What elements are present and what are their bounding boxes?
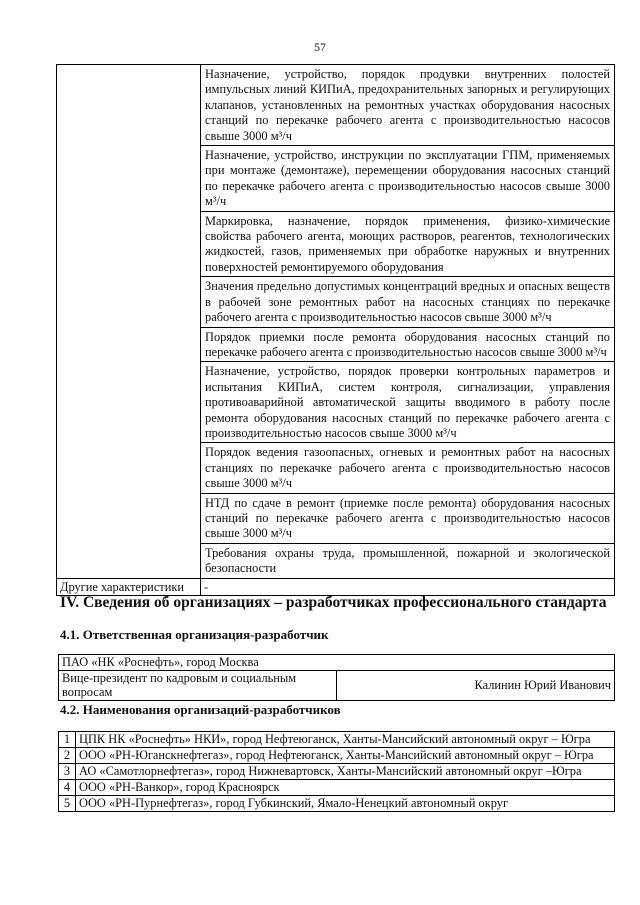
org-name: АО «Самотлорнефтегаз», город Нижневартовск, Ханты-Мансийский автономный округ –Югра: [76, 764, 615, 780]
org-number: 4: [59, 780, 76, 796]
page-number: 57: [314, 40, 326, 54]
table-row: [59, 732, 615, 748]
requirement-item: Порядок ведения газоопасных, огневых и ремонтных работ на насосных станциях по перекачке рабочего агента с производительностью насосов свыше 3000 м³/ч: [201, 443, 615, 493]
responsible-org-heading: 4.1. Ответственная организация-разработчик: [60, 627, 329, 642]
requirement-item: НТД по сдаче в ремонт (приемке после ремонта) оборудования насосных станций по перекачке рабочего агента с производительностью насосов свыше 3000 м³/ч: [201, 493, 615, 543]
requirement-item: Назначение, устройство, порядок проверки контрольных параметров и испытания КИПиА, систем контроля, сигнализации, управления противоаварийной автоматической защиты вводимого в работу после ремонта оборудования насосных станций по перекачке рабочего агента с производительностью насосов свыше 3000 м³/ч: [201, 362, 615, 443]
table-label-cell: [57, 65, 201, 579]
other-characteristics-label: Другие характеристики: [57, 578, 201, 595]
requirement-item: Значения предельно допустимых концентраций вредных и опасных веществ в рабочей зоне ремонтных работ на насосных станциях по перекачке рабочего агента с производительностью насосов свыше 3000 м³/ч: [201, 277, 615, 327]
table-row: [59, 764, 615, 780]
table-row: [57, 65, 615, 146]
table-row: [59, 748, 615, 764]
section-title: IV. Сведения об организациях – разработчиках профессионального стандарта: [60, 594, 607, 611]
org-number: 2: [59, 748, 76, 764]
org-number: 3: [59, 764, 76, 780]
table-row: [59, 655, 615, 671]
developer-orgs-table: [58, 731, 615, 812]
org-name: ЦПК НК «Роснефть» НКИ», город Нефтеюганск, Ханты-Мансийский автономный округ – Югра: [76, 732, 615, 748]
requirements-table: [56, 64, 615, 596]
org-name: ООО «РН-Ванкор», город Красноярск: [76, 780, 615, 796]
table-row: [57, 578, 615, 595]
table-row: [59, 796, 615, 812]
responsible-org-table: [58, 654, 615, 701]
requirement-item: Назначение, устройство, инструкции по эксплуатации ГПМ, применяемых при монтаже (демонтаже), перемещении оборудования насосных станций по перекачке рабочего агента с производительностью насосов свыше 3000 м³/ч: [201, 146, 615, 212]
developer-orgs-heading: 4.2. Наименования организаций-разработчиков: [60, 702, 341, 717]
org-number: 1: [59, 732, 76, 748]
responsible-org-name: ПАО «НК «Роснефть», город Москва: [59, 655, 615, 671]
org-name: ООО «РН-Юганскнефтегаз», город Нефтеюганск, Ханты-Мансийский автономный округ – Югра: [76, 748, 615, 764]
table-row: [59, 670, 615, 700]
requirement-item: Назначение, устройство, порядок продувки внутренних полостей импульсных линий КИПиА, предохранительных запорных и регулирующих клапанов, установленных на ремонтных участках оборудования насосных станций по перекачке рабочего агента с производительностью насосов свыше 3000 м³/ч: [201, 65, 615, 146]
table-row: [59, 780, 615, 796]
requirement-item: Порядок приемки после ремонта оборудования насосных станций по перекачке рабочего агента с производительностью насосов свыше 3000 м³/ч: [201, 327, 615, 362]
other-characteristics-value: -: [201, 578, 615, 595]
requirement-item: Маркировка, назначение, порядок применения, физико-химические свойства рабочего агента, моющих растворов, реагентов, технологических жидкостей, газов, применяемых при обработке наружных и внутренних поверхностей ремонтируемого оборудования: [201, 211, 615, 277]
responsible-position: Вице-президент по кадровым и социальным вопросам: [59, 670, 337, 700]
requirement-item: Требования охраны труда, промышленной, пожарной и экологической безопасности: [201, 543, 615, 578]
org-number: 5: [59, 796, 76, 812]
org-name: ООО «РН-Пурнефтегаз», город Губкинский, Ямало-Ненецкий автономный округ: [76, 796, 615, 812]
responsible-person: Калинин Юрий Иванович: [337, 670, 615, 700]
